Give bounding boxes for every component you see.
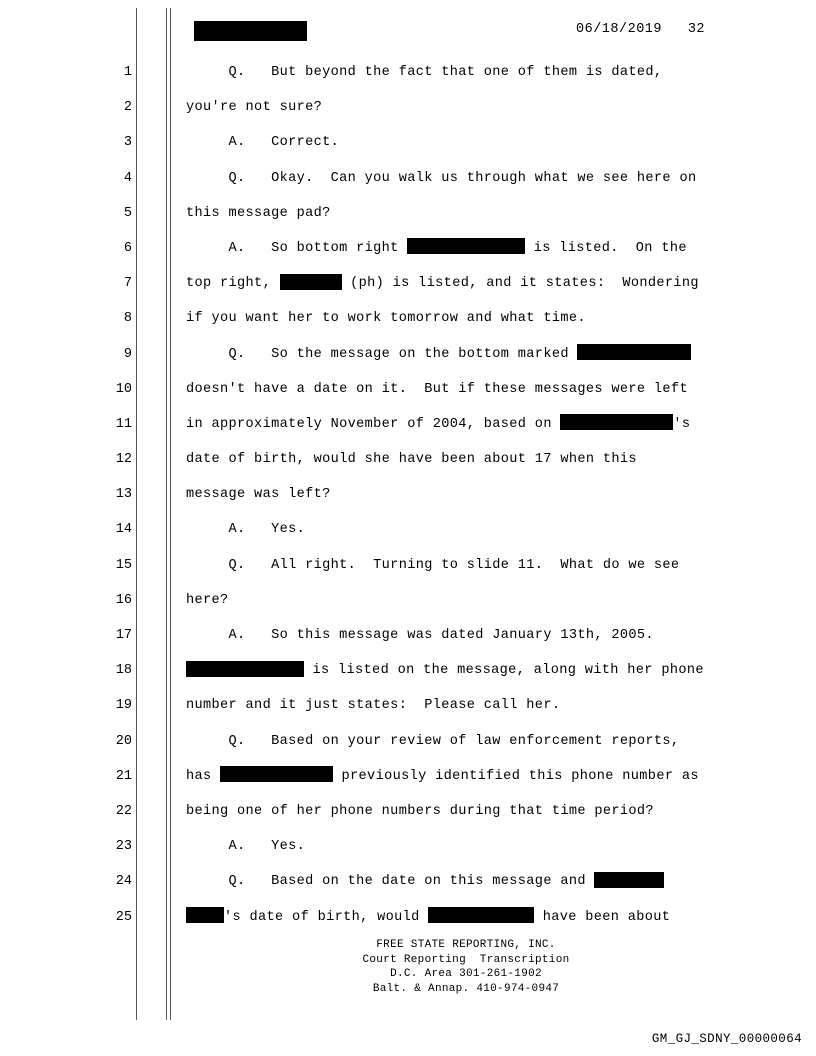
line-number: 17 xyxy=(115,628,132,643)
line-text: A. So this message was dated January 13th, 2005. xyxy=(186,628,654,643)
line-text: doesn't have a date on it. But if these messages were left xyxy=(186,381,688,397)
page-header xyxy=(186,18,776,46)
line-number: 25 xyxy=(115,909,132,925)
transcript-line xyxy=(0,301,816,336)
header-date-and-page: 06/18/2019 32 xyxy=(576,22,706,37)
line-number: 20 xyxy=(115,733,132,749)
line-text: message was left? xyxy=(186,487,331,503)
line-number: 23 xyxy=(115,839,132,855)
redaction-block xyxy=(594,872,664,888)
transcript-line xyxy=(0,900,816,935)
redaction-block xyxy=(428,907,534,923)
line-text: you're not sure? xyxy=(186,100,323,116)
transcript-line xyxy=(0,688,816,723)
line-number: 14 xyxy=(115,522,132,538)
footer-line-2: Court Reporting Transcription xyxy=(362,953,570,966)
redaction-block-header xyxy=(194,21,307,41)
redaction-block xyxy=(280,274,342,290)
line-number: 13 xyxy=(115,487,132,503)
transcript-line xyxy=(0,266,816,301)
footer-line-1: FREE STATE REPORTING, INC. xyxy=(376,939,556,951)
line-number: 2 xyxy=(123,100,132,116)
redaction-block xyxy=(560,414,673,430)
transcript-line xyxy=(0,442,816,477)
transcript-body xyxy=(0,55,816,935)
redaction-block xyxy=(407,238,525,254)
line-number: 11 xyxy=(115,416,132,432)
line-text: top right, (ph) is listed, and it states: Wondering xyxy=(186,266,796,301)
line-number: 10 xyxy=(115,381,132,397)
transcript-line xyxy=(0,477,816,512)
line-text: 's date of birth, would have been about xyxy=(186,900,796,935)
line-text: A. Yes. xyxy=(186,839,306,855)
line-number: 4 xyxy=(123,170,132,186)
transcript-line xyxy=(0,548,816,583)
line-text: Q. Okay. Can you walk us through what we see here on xyxy=(186,170,697,186)
line-number: 9 xyxy=(123,346,132,362)
line-text: A. Correct. xyxy=(186,135,340,151)
line-number: 16 xyxy=(115,592,132,608)
transcript-line xyxy=(0,583,816,618)
line-text: Q. But beyond the fact that one of them is dated, xyxy=(186,65,663,80)
line-text: is listed on the message, along with her phone xyxy=(186,653,796,688)
line-text: being one of her phone numbers during that time period? xyxy=(186,803,654,819)
transcript-line xyxy=(0,407,816,442)
footer-line-4: Balt. & Annap. 410-974-0947 xyxy=(372,982,560,995)
transcript-line xyxy=(0,161,816,196)
footer-line-3: D.C. Area 301-261-1902 xyxy=(390,968,542,980)
line-number: 8 xyxy=(123,311,132,327)
transcript-line xyxy=(0,653,816,688)
transcript-line xyxy=(0,337,816,372)
transcript-line xyxy=(0,794,816,829)
transcript-line xyxy=(0,724,816,759)
line-text: has previously identified this phone number as xyxy=(186,759,796,794)
line-text: number and it just states: Please call her. xyxy=(186,698,561,714)
transcript-line xyxy=(0,90,816,125)
line-number: 22 xyxy=(115,803,132,819)
line-number: 3 xyxy=(123,135,132,151)
line-number: 21 xyxy=(115,768,132,784)
line-number: 12 xyxy=(115,452,132,468)
transcript-line xyxy=(0,618,816,653)
line-text: A. So bottom right is listed. On the xyxy=(186,231,796,266)
line-number: 15 xyxy=(115,557,132,573)
line-text: in approximately November of 2004, based on 's xyxy=(186,407,796,442)
transcript-line xyxy=(0,864,816,899)
bates-number: GM_GJ_SDNY_00000064 xyxy=(651,1032,802,1046)
redaction-block xyxy=(186,661,304,677)
transcript-line xyxy=(0,231,816,266)
transcript-line xyxy=(0,196,816,231)
transcript-line xyxy=(0,55,816,90)
redaction-block xyxy=(186,907,224,923)
line-text: Q. So the message on the bottom marked xyxy=(186,337,796,372)
line-text: here? xyxy=(186,592,229,608)
line-text: date of birth, would she have been about 17 when this xyxy=(186,452,637,468)
line-text: Q. Based on the date on this message and xyxy=(186,864,796,899)
line-text: if you want her to work tomorrow and what time. xyxy=(186,311,586,327)
transcript-line xyxy=(0,512,816,547)
transcript-line xyxy=(0,829,816,864)
transcript-line xyxy=(0,125,816,160)
line-number: 19 xyxy=(115,698,132,714)
line-text: A. Yes. xyxy=(186,522,306,538)
line-number: 5 xyxy=(123,205,132,221)
line-number: 18 xyxy=(115,663,132,679)
line-text: Q. Based on your review of law enforcement reports, xyxy=(186,733,680,749)
transcript-line xyxy=(0,759,816,794)
line-text: Q. All right. Turning to slide 11. What do we see xyxy=(186,557,680,573)
line-number: 24 xyxy=(115,874,132,890)
line-text: this message pad? xyxy=(186,205,331,221)
page-footer xyxy=(186,938,746,996)
line-number: 7 xyxy=(123,276,132,292)
redaction-block xyxy=(220,766,333,782)
redaction-block xyxy=(577,344,691,360)
transcript-line xyxy=(0,372,816,407)
line-number: 1 xyxy=(123,65,132,80)
line-number: 6 xyxy=(123,240,132,256)
